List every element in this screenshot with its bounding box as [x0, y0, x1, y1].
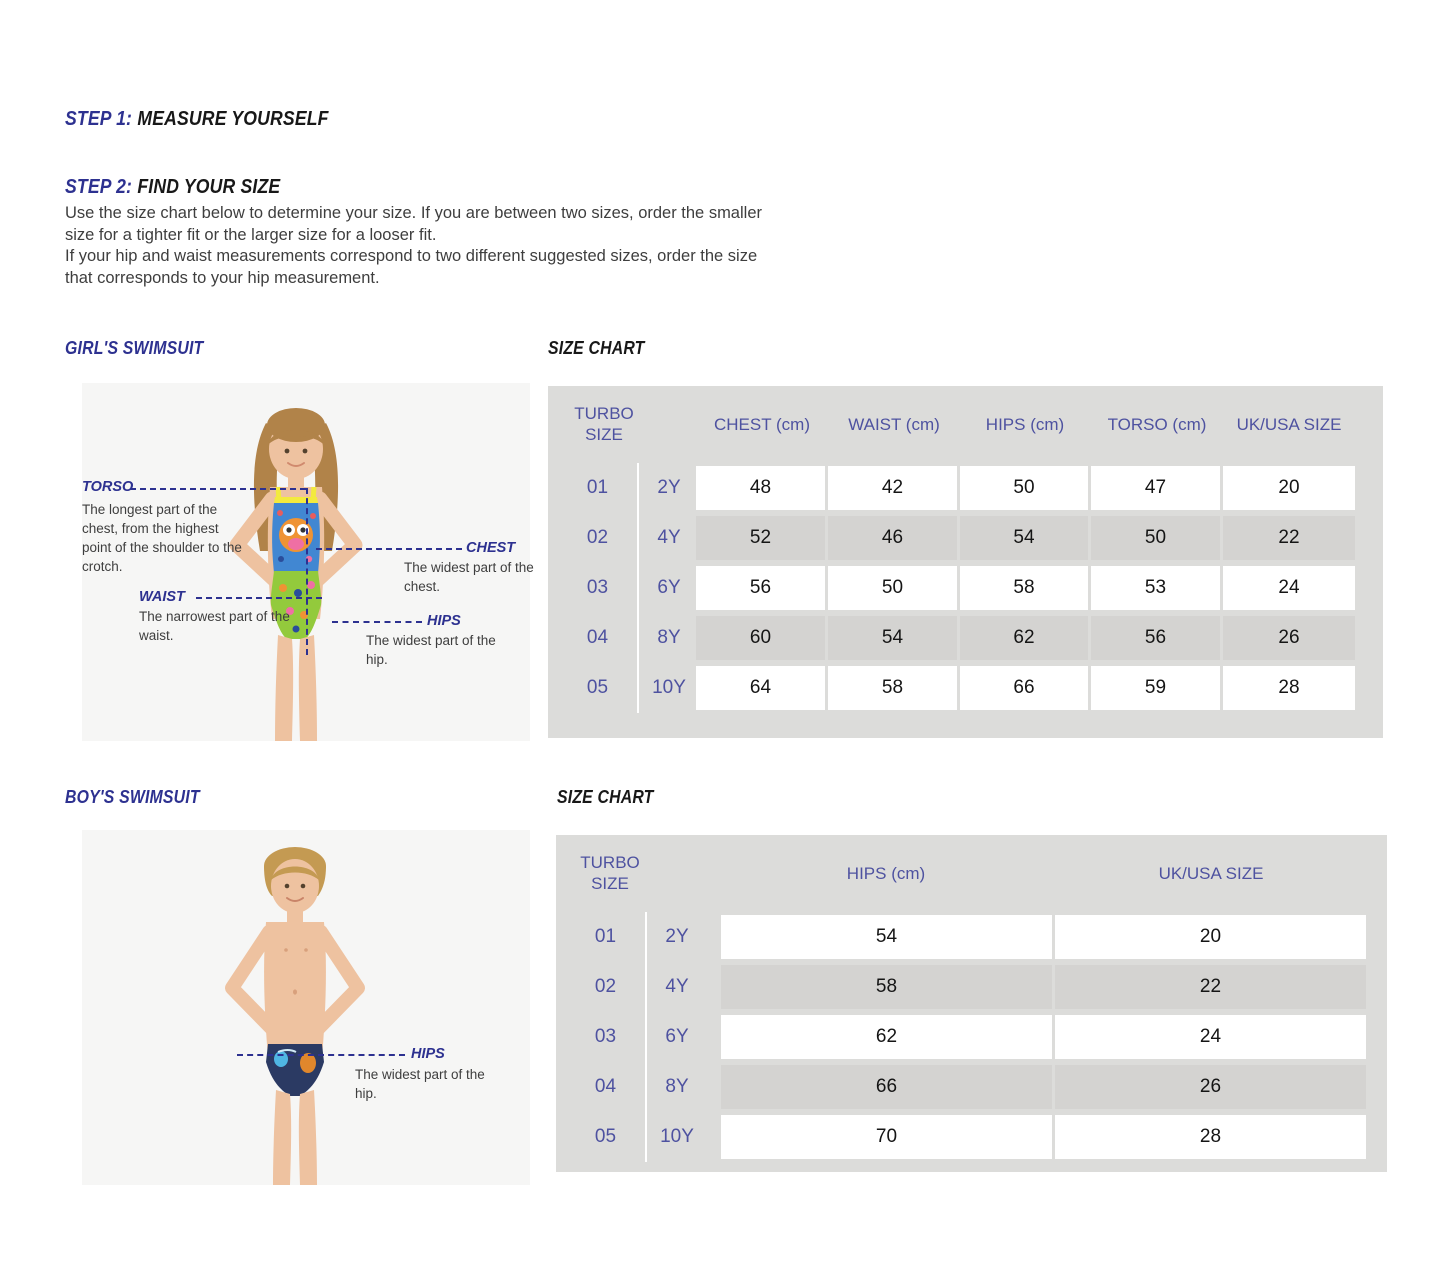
uk-usa-value: 24	[1223, 566, 1355, 610]
intro-line: If your hip and waist measurements correspond to two different suggested sizes, order the size	[65, 247, 758, 265]
hips-value: 50	[960, 466, 1088, 510]
girl-figure-panel	[82, 383, 534, 741]
girls-table-row	[548, 513, 1383, 563]
waist-description: The narrowest part of the waist.	[139, 609, 290, 643]
torso-description: The longest part of the chest, from the highest point of the shoulder to the crotch.	[82, 502, 242, 574]
girls-section-title: GIRL'S SWIMSUIT	[65, 338, 204, 358]
uk-usa-value: 22	[1055, 965, 1366, 1009]
turbo-size-number: 01	[594, 926, 617, 947]
torso-vertical-line	[306, 488, 308, 655]
hips-value: 62	[960, 616, 1088, 660]
uk-usa-value: 20	[1223, 466, 1355, 510]
turbo-size-number: 04	[586, 627, 609, 648]
waist-value: 58	[828, 666, 957, 710]
hips-label: HIPS	[411, 1046, 445, 1062]
boys-table-row	[556, 1012, 1387, 1062]
intro-paragraph	[65, 203, 762, 289]
girls-table-row	[548, 663, 1383, 713]
hips-dash-line	[332, 621, 422, 623]
turbo-size-age: 4Y	[665, 976, 689, 997]
turbo-size-number: 01	[586, 477, 609, 498]
girls-header-torso: TORSO (cm)	[1107, 415, 1207, 434]
chest-dash-line	[316, 548, 462, 550]
girls-chart-title: SIZE CHART	[548, 338, 645, 358]
boys-table-row	[556, 962, 1387, 1012]
chest-value: 60	[696, 616, 825, 660]
waist-label: WAIST	[139, 589, 185, 605]
turbo-size-age: 6Y	[657, 577, 681, 598]
waist-value: 50	[828, 566, 957, 610]
hips-value: 54	[960, 516, 1088, 560]
uk-usa-value: 26	[1055, 1065, 1366, 1109]
waist-value: 46	[828, 516, 957, 560]
girls-header-chest: CHEST (cm)	[713, 415, 810, 434]
boys-size-chart-table	[556, 835, 1387, 1172]
turbo-size-age: 6Y	[665, 1026, 689, 1047]
hips-description: The widest part of the hip.	[366, 633, 496, 667]
torso-value: 47	[1091, 466, 1220, 510]
turbo-size-number: 05	[594, 1126, 617, 1147]
girls-table-row	[548, 613, 1383, 663]
turbo-size-age: 2Y	[665, 926, 689, 947]
boys-table-row	[556, 1062, 1387, 1112]
boys-table-row	[556, 1112, 1387, 1162]
hips-value: 62	[721, 1015, 1052, 1059]
hips-value: 70	[721, 1115, 1052, 1159]
girls-header-uk-usa: UK/USA SIZE	[1236, 415, 1342, 434]
uk-usa-value: 28	[1055, 1115, 1366, 1159]
hips-dash-line	[237, 1054, 405, 1056]
turbo-size-age: 10Y	[652, 677, 686, 698]
uk-usa-value: 26	[1223, 616, 1355, 660]
boys-header-uk-usa: UK/USA SIZE	[1158, 864, 1264, 883]
hips-description: The widest part of the hip.	[355, 1067, 485, 1101]
chest-value: 48	[696, 466, 825, 510]
girls-header-waist: WAIST (cm)	[848, 415, 940, 434]
step1-title: MEASURE YOURSELF	[137, 108, 329, 130]
boys-section-title: BOY'S SWIMSUIT	[65, 787, 200, 807]
girls-size-chart-table	[548, 386, 1383, 738]
girls-header-hips: HIPS (cm)	[985, 415, 1065, 434]
uk-usa-value: 22	[1223, 516, 1355, 560]
intro-line: Use the size chart below to determine your size. If you are between two sizes, order the smaller	[65, 204, 762, 222]
turbo-size-age: 4Y	[657, 527, 681, 548]
waist-value: 42	[828, 466, 957, 510]
uk-usa-value: 28	[1223, 666, 1355, 710]
girls-table-row	[548, 463, 1383, 513]
intro-line: size for a tighter fit or the larger size for a looser fit.	[65, 225, 437, 244]
boys-chart-title: SIZE CHART	[557, 787, 654, 807]
turbo-size-number: 03	[586, 577, 609, 598]
torso-value: 50	[1091, 516, 1220, 560]
turbo-size-number: 04	[594, 1076, 617, 1097]
waist-dash-line	[196, 597, 322, 599]
turbo-size-age: 8Y	[657, 627, 681, 648]
turbo-size-number: 02	[586, 527, 609, 548]
torso-value: 53	[1091, 566, 1220, 610]
girls-table-row	[548, 563, 1383, 613]
torso-value: 59	[1091, 666, 1220, 710]
boys-header-hips: HIPS (cm)	[846, 864, 926, 883]
step2-title: FIND YOUR SIZE	[137, 176, 281, 198]
turbo-size-age: 10Y	[660, 1126, 694, 1147]
hips-label: HIPS	[427, 613, 461, 629]
intro-line: that corresponds to your hip measurement.	[65, 268, 380, 287]
turbo-size-number: 03	[594, 1026, 617, 1047]
chest-label: CHEST	[466, 540, 516, 556]
hips-value: 54	[721, 915, 1052, 959]
boys-header-turbo-size: TURBO SIZE	[580, 853, 640, 893]
uk-usa-value: 24	[1055, 1015, 1366, 1059]
turbo-size-number: 05	[586, 677, 609, 698]
torso-dash-line	[130, 488, 306, 490]
boys-table-row	[556, 912, 1387, 962]
chest-value: 52	[696, 516, 825, 560]
hips-value: 58	[721, 965, 1052, 1009]
chest-value: 64	[696, 666, 825, 710]
step1-prefix: STEP 1:	[65, 108, 133, 130]
step2-heading	[65, 176, 310, 199]
torso-label: TORSO	[82, 479, 134, 495]
torso-value: 56	[1091, 616, 1220, 660]
step1-heading	[65, 108, 365, 131]
chest-value: 56	[696, 566, 825, 610]
turbo-size-number: 02	[594, 976, 617, 997]
girls-header-turbo-size: TURBO SIZE	[574, 404, 634, 444]
hips-value: 58	[960, 566, 1088, 610]
waist-value: 54	[828, 616, 957, 660]
uk-usa-value: 20	[1055, 915, 1366, 959]
turbo-size-age: 2Y	[657, 477, 681, 498]
hips-value: 66	[721, 1065, 1052, 1109]
boy-figure-panel	[82, 830, 530, 1185]
boy-photo-illustration	[82, 830, 530, 1185]
turbo-size-age: 8Y	[665, 1076, 689, 1097]
step2-prefix: STEP 2:	[65, 176, 133, 198]
hips-value: 66	[960, 666, 1088, 710]
chest-description: The widest part of the chest.	[404, 560, 534, 594]
